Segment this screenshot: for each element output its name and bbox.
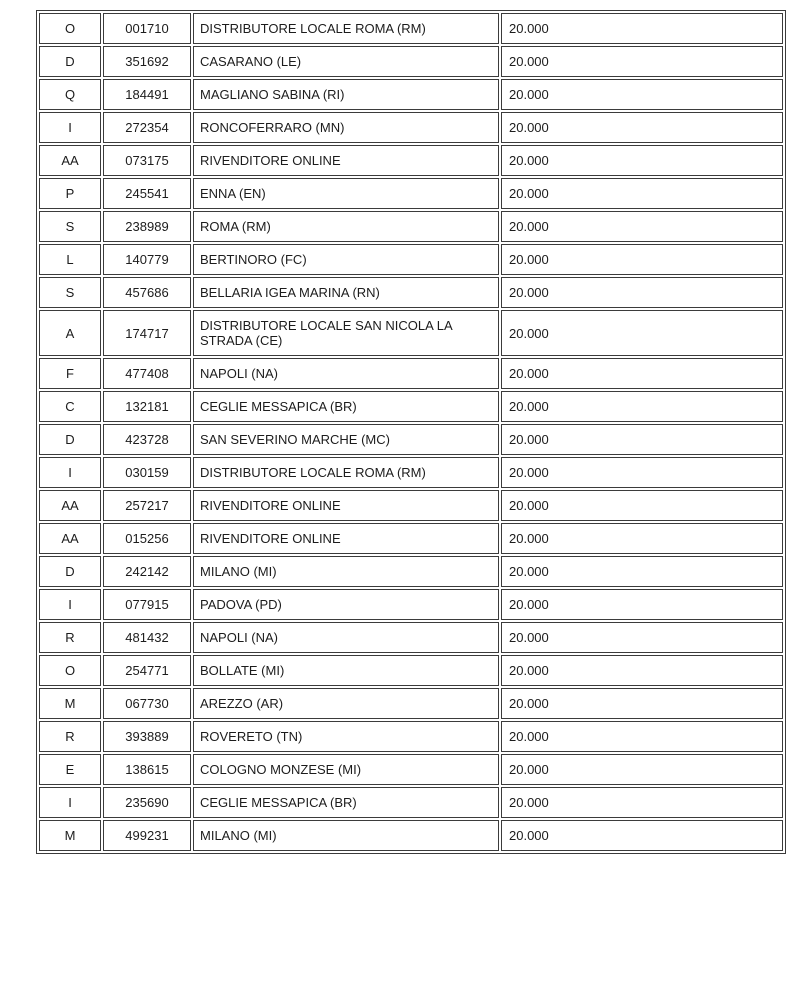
amount-cell: 20.000 bbox=[501, 424, 783, 455]
amount-cell: 20.000 bbox=[501, 46, 783, 77]
amount-cell: 20.000 bbox=[501, 589, 783, 620]
code-cell: 393889 bbox=[103, 721, 191, 752]
group-letter-cell: M bbox=[39, 820, 101, 851]
table-row bbox=[39, 358, 783, 389]
report-table-container bbox=[36, 10, 786, 854]
group-letter-cell: M bbox=[39, 688, 101, 719]
name-cell: MAGLIANO SABINA (RI) bbox=[193, 79, 499, 110]
group-letter-cell: D bbox=[39, 556, 101, 587]
group-letter-cell: R bbox=[39, 721, 101, 752]
group-letter-cell: C bbox=[39, 391, 101, 422]
code-cell: 030159 bbox=[103, 457, 191, 488]
amount-cell: 20.000 bbox=[501, 112, 783, 143]
name-cell: MILANO (MI) bbox=[193, 820, 499, 851]
table-row bbox=[39, 457, 783, 488]
group-letter-cell: S bbox=[39, 211, 101, 242]
group-letter-cell: I bbox=[39, 589, 101, 620]
code-cell: 238989 bbox=[103, 211, 191, 242]
amount-cell: 20.000 bbox=[501, 457, 783, 488]
table-row bbox=[39, 820, 783, 851]
name-cell: COLOGNO MONZESE (MI) bbox=[193, 754, 499, 785]
code-cell: 132181 bbox=[103, 391, 191, 422]
group-letter-cell: Q bbox=[39, 79, 101, 110]
name-cell: RIVENDITORE ONLINE bbox=[193, 490, 499, 521]
amount-cell: 20.000 bbox=[501, 244, 783, 275]
name-cell: NAPOLI (NA) bbox=[193, 358, 499, 389]
table-row bbox=[39, 112, 783, 143]
code-cell: 351692 bbox=[103, 46, 191, 77]
group-letter-cell: L bbox=[39, 244, 101, 275]
name-cell: ROVERETO (TN) bbox=[193, 721, 499, 752]
name-cell: SAN SEVERINO MARCHE (MC) bbox=[193, 424, 499, 455]
group-letter-cell: E bbox=[39, 754, 101, 785]
table-row bbox=[39, 277, 783, 308]
code-cell: 477408 bbox=[103, 358, 191, 389]
amount-cell: 20.000 bbox=[501, 490, 783, 521]
table-row bbox=[39, 424, 783, 455]
code-cell: 254771 bbox=[103, 655, 191, 686]
table-row bbox=[39, 79, 783, 110]
group-letter-cell: AA bbox=[39, 145, 101, 176]
group-letter-cell: F bbox=[39, 358, 101, 389]
code-cell: 272354 bbox=[103, 112, 191, 143]
group-letter-cell: I bbox=[39, 787, 101, 818]
name-cell: DISTRIBUTORE LOCALE ROMA (RM) bbox=[193, 13, 499, 44]
amount-cell: 20.000 bbox=[501, 820, 783, 851]
table-row bbox=[39, 721, 783, 752]
table-row bbox=[39, 13, 783, 44]
code-cell: 077915 bbox=[103, 589, 191, 620]
code-cell: 174717 bbox=[103, 310, 191, 356]
code-cell: 184491 bbox=[103, 79, 191, 110]
table-row bbox=[39, 310, 783, 356]
amount-cell: 20.000 bbox=[501, 211, 783, 242]
table-row bbox=[39, 655, 783, 686]
name-cell: ROMA (RM) bbox=[193, 211, 499, 242]
table-row bbox=[39, 754, 783, 785]
code-cell: 140779 bbox=[103, 244, 191, 275]
code-cell: 245541 bbox=[103, 178, 191, 209]
table-row bbox=[39, 787, 783, 818]
amount-cell: 20.000 bbox=[501, 556, 783, 587]
table-row bbox=[39, 688, 783, 719]
amount-cell: 20.000 bbox=[501, 523, 783, 554]
table-row bbox=[39, 523, 783, 554]
table-row bbox=[39, 589, 783, 620]
name-cell: CASARANO (LE) bbox=[193, 46, 499, 77]
name-cell: RONCOFERRARO (MN) bbox=[193, 112, 499, 143]
name-cell: RIVENDITORE ONLINE bbox=[193, 523, 499, 554]
name-cell: ENNA (EN) bbox=[193, 178, 499, 209]
code-cell: 138615 bbox=[103, 754, 191, 785]
group-letter-cell: D bbox=[39, 424, 101, 455]
report-table bbox=[36, 10, 786, 854]
amount-cell: 20.000 bbox=[501, 145, 783, 176]
table-row bbox=[39, 556, 783, 587]
table-row bbox=[39, 622, 783, 653]
amount-cell: 20.000 bbox=[501, 721, 783, 752]
table-row bbox=[39, 244, 783, 275]
code-cell: 015256 bbox=[103, 523, 191, 554]
table-row bbox=[39, 178, 783, 209]
group-letter-cell: D bbox=[39, 46, 101, 77]
amount-cell: 20.000 bbox=[501, 178, 783, 209]
amount-cell: 20.000 bbox=[501, 391, 783, 422]
table-body bbox=[39, 13, 783, 851]
group-letter-cell: O bbox=[39, 13, 101, 44]
amount-cell: 20.000 bbox=[501, 277, 783, 308]
amount-cell: 20.000 bbox=[501, 358, 783, 389]
name-cell: DISTRIBUTORE LOCALE ROMA (RM) bbox=[193, 457, 499, 488]
group-letter-cell: R bbox=[39, 622, 101, 653]
group-letter-cell: I bbox=[39, 457, 101, 488]
amount-cell: 20.000 bbox=[501, 655, 783, 686]
amount-cell: 20.000 bbox=[501, 754, 783, 785]
name-cell: BOLLATE (MI) bbox=[193, 655, 499, 686]
group-letter-cell: O bbox=[39, 655, 101, 686]
table-row bbox=[39, 211, 783, 242]
table-row bbox=[39, 145, 783, 176]
code-cell: 257217 bbox=[103, 490, 191, 521]
group-letter-cell: AA bbox=[39, 523, 101, 554]
group-letter-cell: I bbox=[39, 112, 101, 143]
amount-cell: 20.000 bbox=[501, 622, 783, 653]
name-cell: NAPOLI (NA) bbox=[193, 622, 499, 653]
code-cell: 499231 bbox=[103, 820, 191, 851]
code-cell: 457686 bbox=[103, 277, 191, 308]
amount-cell: 20.000 bbox=[501, 79, 783, 110]
amount-cell: 20.000 bbox=[501, 13, 783, 44]
group-letter-cell: A bbox=[39, 310, 101, 356]
name-cell: PADOVA (PD) bbox=[193, 589, 499, 620]
name-cell: BELLARIA IGEA MARINA (RN) bbox=[193, 277, 499, 308]
amount-cell: 20.000 bbox=[501, 787, 783, 818]
table-row bbox=[39, 46, 783, 77]
name-cell: CEGLIE MESSAPICA (BR) bbox=[193, 787, 499, 818]
name-cell: DISTRIBUTORE LOCALE SAN NICOLA LA STRADA (CE) bbox=[193, 310, 499, 356]
code-cell: 242142 bbox=[103, 556, 191, 587]
name-cell: BERTINORO (FC) bbox=[193, 244, 499, 275]
name-cell: CEGLIE MESSAPICA (BR) bbox=[193, 391, 499, 422]
amount-cell: 20.000 bbox=[501, 310, 783, 356]
code-cell: 235690 bbox=[103, 787, 191, 818]
code-cell: 067730 bbox=[103, 688, 191, 719]
amount-cell: 20.000 bbox=[501, 688, 783, 719]
name-cell: AREZZO (AR) bbox=[193, 688, 499, 719]
group-letter-cell: P bbox=[39, 178, 101, 209]
group-letter-cell: S bbox=[39, 277, 101, 308]
code-cell: 001710 bbox=[103, 13, 191, 44]
table-row bbox=[39, 490, 783, 521]
name-cell: RIVENDITORE ONLINE bbox=[193, 145, 499, 176]
name-cell: MILANO (MI) bbox=[193, 556, 499, 587]
table-row bbox=[39, 391, 783, 422]
code-cell: 423728 bbox=[103, 424, 191, 455]
code-cell: 481432 bbox=[103, 622, 191, 653]
code-cell: 073175 bbox=[103, 145, 191, 176]
group-letter-cell: AA bbox=[39, 490, 101, 521]
